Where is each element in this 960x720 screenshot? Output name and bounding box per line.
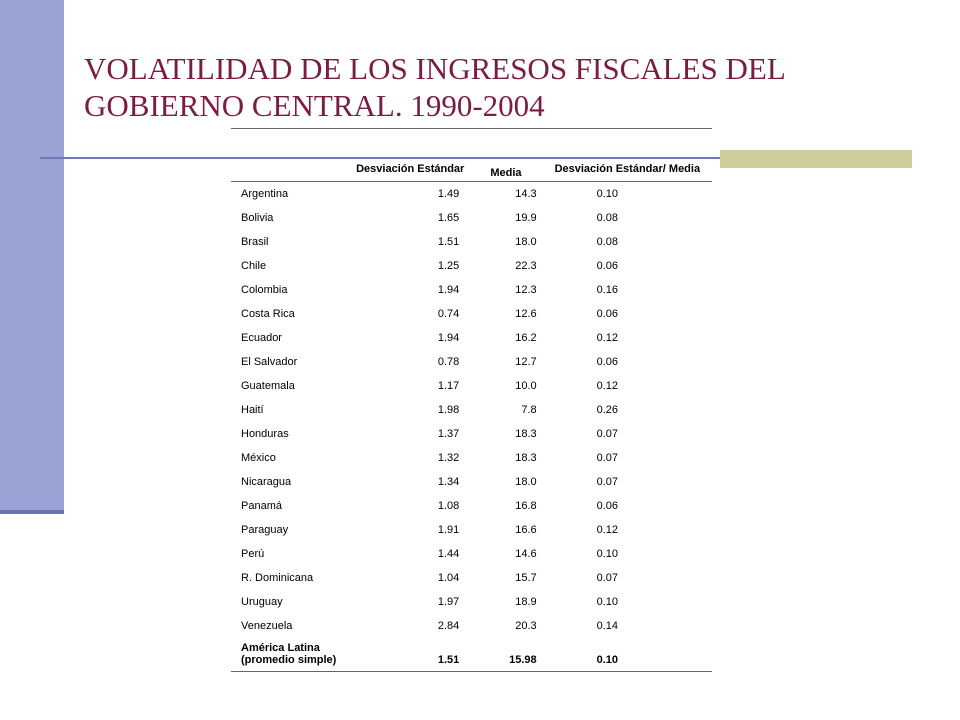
cell-std-dev: 1.97 — [437, 595, 460, 608]
cell-ratio: 0.07 — [596, 427, 619, 440]
cell-country: Venezuela — [241, 619, 293, 632]
cell-country: Haití — [241, 403, 264, 416]
cell-std-dev: 1.04 — [437, 571, 460, 584]
volatility-table — [231, 128, 712, 672]
cell-std-dev: 0.78 — [437, 355, 460, 368]
cell-std-dev: 1.94 — [437, 331, 460, 344]
header-mean: Media — [490, 167, 522, 179]
cell-country: Bolivia — [241, 211, 274, 224]
cell-std-dev: 1.98 — [437, 403, 460, 416]
cell-ratio: 0.12 — [596, 523, 619, 536]
cell-std-dev: 1.34 — [437, 475, 460, 488]
cell-country: Panamá — [241, 499, 282, 512]
cell-country: Ecuador — [241, 331, 282, 344]
cell-ratio: 0.06 — [596, 355, 619, 368]
sidebar-decoration — [0, 0, 64, 510]
cell-country: Paraguay — [241, 523, 289, 536]
table-row — [231, 254, 712, 278]
cell-ratio: 0.14 — [596, 619, 619, 632]
cell-country: Guatemala — [241, 379, 295, 392]
title-line-2: GOBIERNO CENTRAL. 1990-2004 — [84, 88, 545, 123]
cell-mean: 10.0 — [515, 379, 537, 392]
total-ratio: 0.10 — [596, 654, 619, 666]
table-header-row — [231, 129, 712, 182]
cell-mean: 16.2 — [515, 331, 537, 344]
cell-country: Colombia — [241, 283, 288, 296]
cell-mean: 7.8 — [521, 403, 537, 416]
cell-mean: 14.6 — [515, 547, 537, 560]
cell-mean: 12.3 — [515, 283, 537, 296]
cell-country: Argentina — [241, 187, 289, 200]
cell-ratio: 0.12 — [596, 331, 619, 344]
table-row — [231, 206, 712, 230]
cell-mean: 19.9 — [515, 211, 537, 224]
header-std-over-mean: Desviación Estándar/ Media — [554, 163, 701, 175]
header-country — [231, 129, 351, 182]
cell-country: Uruguay — [241, 595, 283, 608]
cell-ratio: 0.06 — [596, 259, 619, 272]
cell-mean: 18.9 — [515, 595, 537, 608]
table-row — [231, 494, 712, 518]
table-total-row — [231, 638, 712, 672]
cell-mean: 14.3 — [515, 187, 537, 200]
cell-ratio: 0.10 — [596, 547, 619, 560]
table-row — [231, 470, 712, 494]
total-label: América Latina (promedio simple) — [241, 642, 337, 666]
cell-mean: 16.8 — [515, 499, 537, 512]
cell-ratio: 0.07 — [596, 475, 619, 488]
cell-country: Costa Rica — [241, 307, 295, 320]
cell-std-dev: 1.49 — [437, 187, 460, 200]
table-row — [231, 350, 712, 374]
cell-ratio: 0.08 — [596, 235, 619, 248]
cell-std-dev: 1.91 — [437, 523, 460, 536]
total-mean: 15.98 — [509, 654, 537, 666]
cell-mean: 18.0 — [515, 475, 537, 488]
cell-std-dev: 1.51 — [437, 235, 460, 248]
table-row — [231, 590, 712, 614]
table-row — [231, 398, 712, 422]
cell-mean: 22.3 — [515, 259, 537, 272]
table-row — [231, 326, 712, 350]
cell-country: Perú — [241, 547, 265, 560]
header-std-dev: Desviación Estándar — [356, 163, 465, 175]
cell-std-dev: 1.32 — [437, 451, 460, 464]
cell-ratio: 0.07 — [596, 571, 619, 584]
table-row — [231, 422, 712, 446]
table-row — [231, 446, 712, 470]
cell-mean: 16.6 — [515, 523, 537, 536]
table-row — [231, 542, 712, 566]
table-row — [231, 230, 712, 254]
cell-std-dev: 1.94 — [437, 283, 460, 296]
cell-std-dev: 0.74 — [437, 307, 460, 320]
cell-country: México — [241, 451, 276, 464]
cell-country: Nicaragua — [241, 475, 292, 488]
cell-std-dev: 1.65 — [437, 211, 460, 224]
table-row — [231, 278, 712, 302]
table-row — [231, 566, 712, 590]
cell-ratio: 0.16 — [596, 283, 619, 296]
cell-country: El Salvador — [241, 355, 298, 368]
cell-mean: 18.3 — [515, 451, 537, 464]
table-row — [231, 182, 712, 206]
cell-mean: 15.7 — [515, 571, 537, 584]
table-row — [231, 518, 712, 542]
cell-ratio: 0.10 — [596, 187, 619, 200]
cell-ratio: 0.12 — [596, 379, 619, 392]
cell-std-dev: 1.37 — [437, 427, 460, 440]
slide-title — [84, 50, 904, 124]
cell-ratio: 0.06 — [596, 499, 619, 512]
cell-ratio: 0.07 — [596, 451, 619, 464]
cell-std-dev: 2.84 — [437, 619, 460, 632]
cell-ratio: 0.06 — [596, 307, 619, 320]
cell-ratio: 0.08 — [596, 211, 619, 224]
cell-country: Honduras — [241, 427, 289, 440]
cell-mean: 18.0 — [515, 235, 537, 248]
cell-country: R. Dominicana — [241, 571, 314, 584]
cell-std-dev: 1.17 — [437, 379, 460, 392]
cell-mean: 12.6 — [515, 307, 537, 320]
table-row — [231, 614, 712, 638]
accent-block — [720, 150, 912, 168]
cell-std-dev: 1.25 — [437, 259, 460, 272]
sidebar-shadow — [0, 510, 64, 514]
cell-ratio: 0.26 — [596, 403, 619, 416]
cell-mean: 20.3 — [515, 619, 537, 632]
cell-country: Chile — [241, 259, 267, 272]
table-row — [231, 302, 712, 326]
cell-mean: 18.3 — [515, 427, 537, 440]
table-row — [231, 374, 712, 398]
total-std-dev: 1.51 — [437, 654, 460, 666]
cell-country: Brasil — [241, 235, 269, 248]
title-line-1: VOLATILIDAD DE LOS INGRESOS FISCALES DEL — [84, 51, 786, 86]
table-body — [231, 182, 712, 638]
cell-mean: 12.7 — [515, 355, 537, 368]
cell-ratio: 0.10 — [596, 595, 619, 608]
cell-std-dev: 1.44 — [437, 547, 460, 560]
cell-std-dev: 1.08 — [437, 499, 460, 512]
